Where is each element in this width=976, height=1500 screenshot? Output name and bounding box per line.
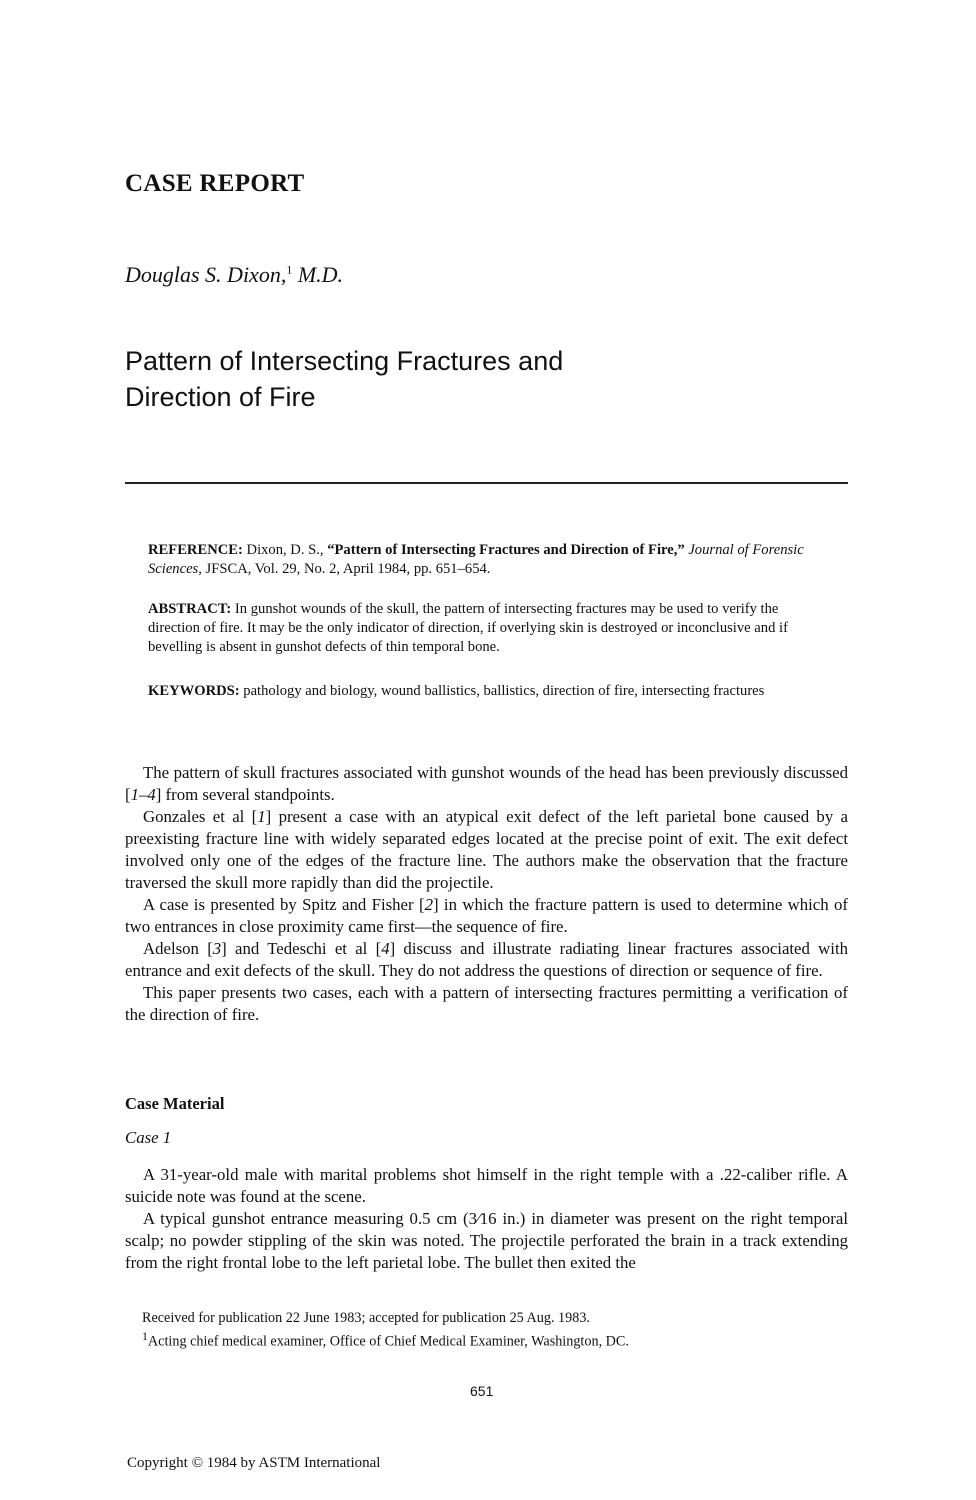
keywords-block: [148, 682, 826, 701]
abstract-label: ABSTRACT:: [148, 601, 232, 617]
citation: 3: [212, 939, 222, 958]
text-run: in.) in diameter was present on the right temporal scalp; no powder stippling of the skin was noted. The projectile perforated the brain in a track extending from the right frontal lobe to the left parietal lobe. The bullet then exited the: [125, 1209, 848, 1272]
citation: 4: [381, 939, 390, 958]
footnote-marker: 1: [142, 1329, 148, 1343]
citation: 1: [257, 807, 266, 826]
section-heading: Case Material: [125, 1094, 225, 1113]
reference-journal: Journal of Forensic Sciences: [148, 542, 804, 577]
text-run: ] present a case with an atypical exit defect of the left parietal bone caused by a preexisting fracture line with widely separated edges located at the precise point of exit. The exit defect involved only one of the edges of the fracture line. The authors make the observation that the fracture traversed the skull more rapidly than did the projectile.: [125, 807, 848, 892]
text-run: A case is presented by Spitz and Fisher [: [143, 895, 425, 914]
copyright-notice: Copyright © 1984 by ASTM International: [127, 1455, 381, 1471]
reference-title: “Pattern of Intersecting Fractures and Direction of Fire,”: [327, 542, 685, 558]
reference-authors: Dixon, D. S.,: [242, 542, 328, 558]
author-footnote-marker: 1: [286, 262, 293, 277]
body-paragraph-4: [125, 938, 848, 982]
author-degree: M.D.: [292, 262, 344, 287]
title-line-1: Pattern of Intersecting Fractures and: [125, 346, 564, 376]
text-run: The pattern of skull fractures associated with gunshot wounds of the head has been previously discussed [: [125, 763, 848, 804]
reference-label: REFERENCE:: [148, 542, 243, 558]
section-label: CASE REPORT: [125, 170, 305, 197]
citation: 1–4: [130, 785, 156, 804]
keywords-label: KEYWORDS:: [148, 683, 240, 699]
text-run: ] in which the fracture pattern is used to determine which of two entrances in close proximity came first—the sequence of fire.: [125, 895, 848, 936]
body-paragraph-2: [125, 806, 848, 894]
page-number: 651: [470, 1383, 494, 1399]
case-paragraph-2: [125, 1208, 848, 1274]
subsection-heading: Case 1: [125, 1128, 172, 1147]
paper-title: [125, 343, 825, 415]
keywords-text: pathology and biology, wound ballistics, ballistics, direction of fire, intersecting fractures: [239, 683, 765, 699]
body-text: [125, 762, 848, 1026]
citation: 2: [424, 895, 433, 914]
author-name: Douglas S. Dixon,: [125, 262, 287, 287]
body-paragraph-1: [125, 762, 848, 806]
text-run: ] from several standpoints.: [155, 785, 335, 804]
body-paragraph-3: [125, 894, 848, 938]
abstract-block: [148, 600, 826, 657]
title-line-2: Direction of Fire: [125, 382, 316, 412]
reference-details: , JFSCA, Vol. 29, No. 2, April 1984, pp. 651–654.: [198, 561, 491, 577]
footnote-received: Received for publication 22 June 1983; accepted for publication 25 Aug. 1983.: [142, 1310, 590, 1326]
case-paragraph-1: A 31-year-old male with marital problems shot himself in the right temple with a .22-caliber rifle. A suicide note was found at the scene.: [125, 1165, 848, 1206]
abstract-text: In gunshot wounds of the skull, the pattern of intersecting fractures may be used to verify the direction of fire. It may be the only indicator of direction, if overlying skin is destroyed or inconclusive and if bevelling is absent in gunshot defects of thin temporal bone.: [148, 601, 788, 655]
body-paragraph-5: This paper presents two cases, each with a pattern of intersecting fractures permitting a verification of the direction of fire.: [125, 983, 848, 1024]
author-line: [125, 262, 343, 288]
text-run: ] discuss and illustrate radiating linear fractures associated with entrance and exit defects of the skull. They do not address the questions of direction or sequence of fire.: [125, 939, 848, 980]
text-run: Gonzales et al [: [143, 807, 258, 826]
title-divider: [125, 482, 848, 484]
affiliation-text: Acting chief medical examiner, Office of Chief Medical Examiner, Washington, DC.: [147, 1333, 629, 1350]
footnote-affiliation: [142, 1327, 832, 1351]
text-run: A typical gunshot entrance measuring 0.5 cm (: [143, 1209, 469, 1228]
text-run: ] and Tedeschi et al [: [221, 939, 382, 958]
reference-block: [148, 541, 826, 579]
fraction: 3⁄16: [468, 1209, 497, 1228]
case-text: [125, 1164, 848, 1274]
text-run: Adelson [: [143, 939, 213, 958]
